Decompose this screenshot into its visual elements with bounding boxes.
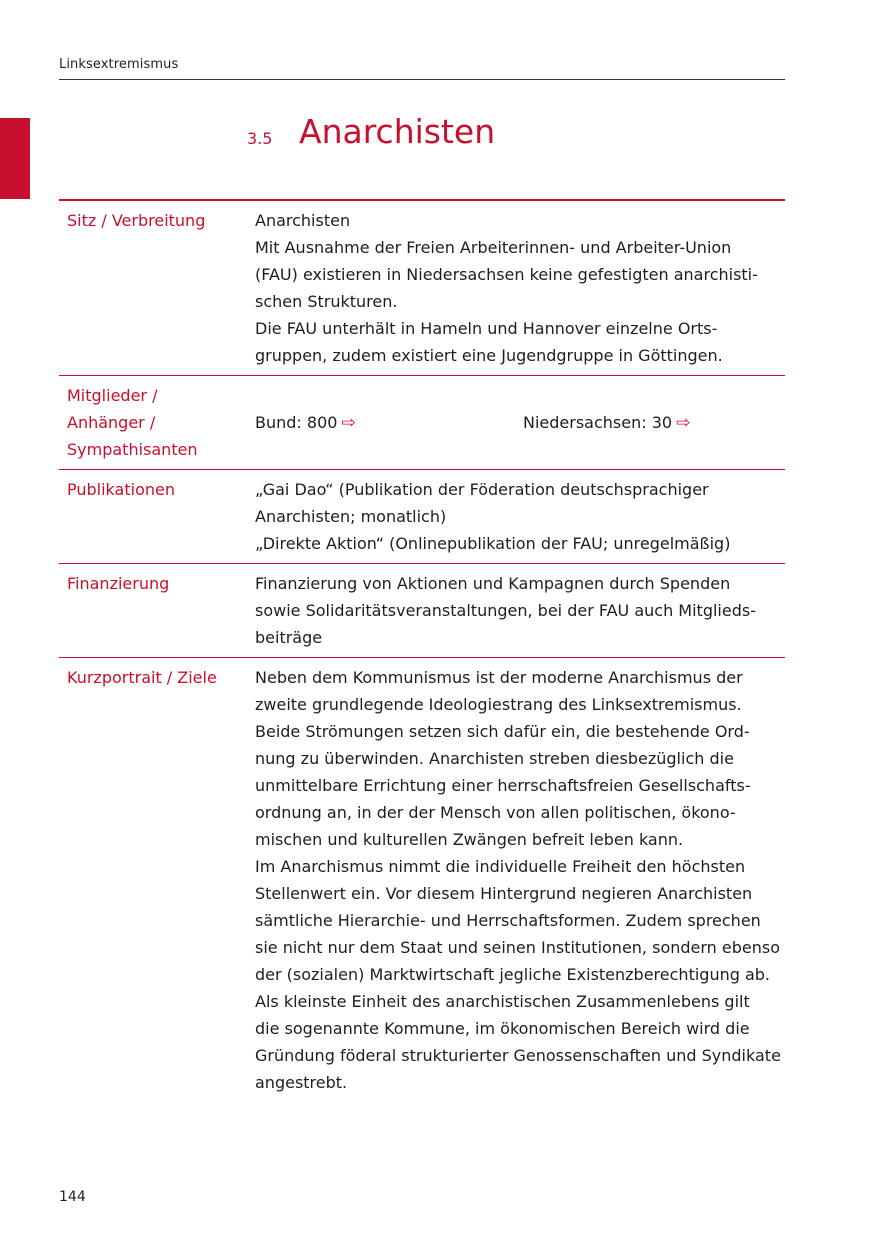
text-line: gruppen, zudem existiert eine Jugendgruppe in Göttingen. <box>255 346 723 365</box>
text-line: Anarchisten; monatlich) <box>255 507 447 526</box>
row-kurzportrait <box>59 658 785 1102</box>
text-line: Die FAU unterhält in Hameln und Hannover einzelne Orts- <box>255 319 718 338</box>
row-label: Kurzportrait / Ziele <box>67 668 217 687</box>
text-line: angestrebt. <box>255 1073 348 1092</box>
text-line: mischen und kulturellen Zwängen befreit leben kann. <box>255 830 684 849</box>
row-sitz-verbreitung <box>59 201 785 376</box>
text-line: zweite grundlegende Ideologiestrang des Linksextremismus. <box>255 695 742 714</box>
row-label: Sitz / Verbreitung <box>67 211 206 230</box>
section-number: 3.5 <box>247 129 273 148</box>
label-line: Mitglieder / <box>67 386 158 405</box>
text-line: die sogenannte Kommune, im ökonomischen Bereich wird die <box>255 1019 750 1038</box>
header-rule <box>59 79 785 80</box>
arrow-right-icon: ⇨ <box>676 412 691 433</box>
row-finanzierung <box>59 564 785 658</box>
row-content <box>255 476 785 557</box>
chapter-tab-marker <box>0 118 30 199</box>
text-line: sowie Solidaritätsveranstaltungen, bei der FAU auch Mitglieds- <box>255 601 756 620</box>
text-line: Als kleinste Einheit des anarchistischen Zusammenlebens gilt <box>255 992 750 1011</box>
page-number: 144 <box>59 1189 86 1205</box>
section-title: Anarchisten <box>299 112 496 151</box>
label-line: Sympathisanten <box>67 440 198 459</box>
text-line: Anarchisten <box>255 211 351 230</box>
text-line: Neben dem Kommunismus ist der moderne Anarchismus der <box>255 668 743 687</box>
row-publikationen <box>59 470 785 564</box>
text-line: beiträge <box>255 628 323 647</box>
row-content <box>255 664 785 1096</box>
text-line: Stellenwert ein. Vor diesem Hintergrund negieren Anarchisten <box>255 884 753 903</box>
text-line: „Direkte Aktion“ (Onlinepublikation der FAU; unregelmäßig) <box>255 534 731 553</box>
member-count-federal <box>255 409 523 437</box>
member-count-federal-text: Bund: 800 <box>255 412 338 432</box>
row-content <box>255 207 785 369</box>
row-label <box>59 382 255 463</box>
row-content <box>255 570 785 651</box>
text-line: der (sozialen) Marktwirtschaft jegliche Existenzberechtigung ab. <box>255 965 771 984</box>
member-count-lower-saxony-text: Niedersachsen: 30 <box>523 412 673 432</box>
text-line: sämtliche Hierarchie- und Herrschaftsformen. Zudem sprechen <box>255 911 761 930</box>
text-line: schen Strukturen. <box>255 292 398 311</box>
row-label: Finanzierung <box>67 574 170 593</box>
text-line: ordnung an, in der der Mensch von allen politischen, ökono- <box>255 803 736 822</box>
arrow-right-icon: ⇨ <box>341 412 356 433</box>
label-line: Anhänger / <box>67 413 156 432</box>
text-line: „Gai Dao“ (Publikation der Föderation deutschsprachiger <box>255 480 709 499</box>
text-line: Mit Ausnahme der Freien Arbeiterinnen- und Arbeiter-Union <box>255 238 732 257</box>
row-mitglieder <box>59 376 785 470</box>
text-line: sie nicht nur dem Staat und seinen Institutionen, sondern ebenso <box>255 938 780 957</box>
text-line: nung zu überwinden. Anarchisten streben diesbezüglich die <box>255 749 734 768</box>
text-line: Im Anarchismus nimmt die individuelle Freiheit den höchsten <box>255 857 746 876</box>
text-line: Finanzierung von Aktionen und Kampagnen durch Spenden <box>255 574 731 593</box>
text-line: Beide Strömungen setzen sich dafür ein, die bestehende Ord- <box>255 722 750 741</box>
member-count-lower-saxony <box>523 409 690 437</box>
running-title: Linksextremismus <box>59 57 179 72</box>
text-line: Gründung föderal strukturierter Genossenschaften und Syndikate <box>255 1046 781 1065</box>
text-line: unmittelbare Errichtung einer herrschaftsfreien Gesellschafts- <box>255 776 751 795</box>
fact-table <box>59 201 785 1102</box>
row-label: Publikationen <box>67 480 175 499</box>
row-content <box>255 382 785 463</box>
text-line: (FAU) existieren in Niedersachsen keine gefestigten anarchisti- <box>255 265 758 284</box>
